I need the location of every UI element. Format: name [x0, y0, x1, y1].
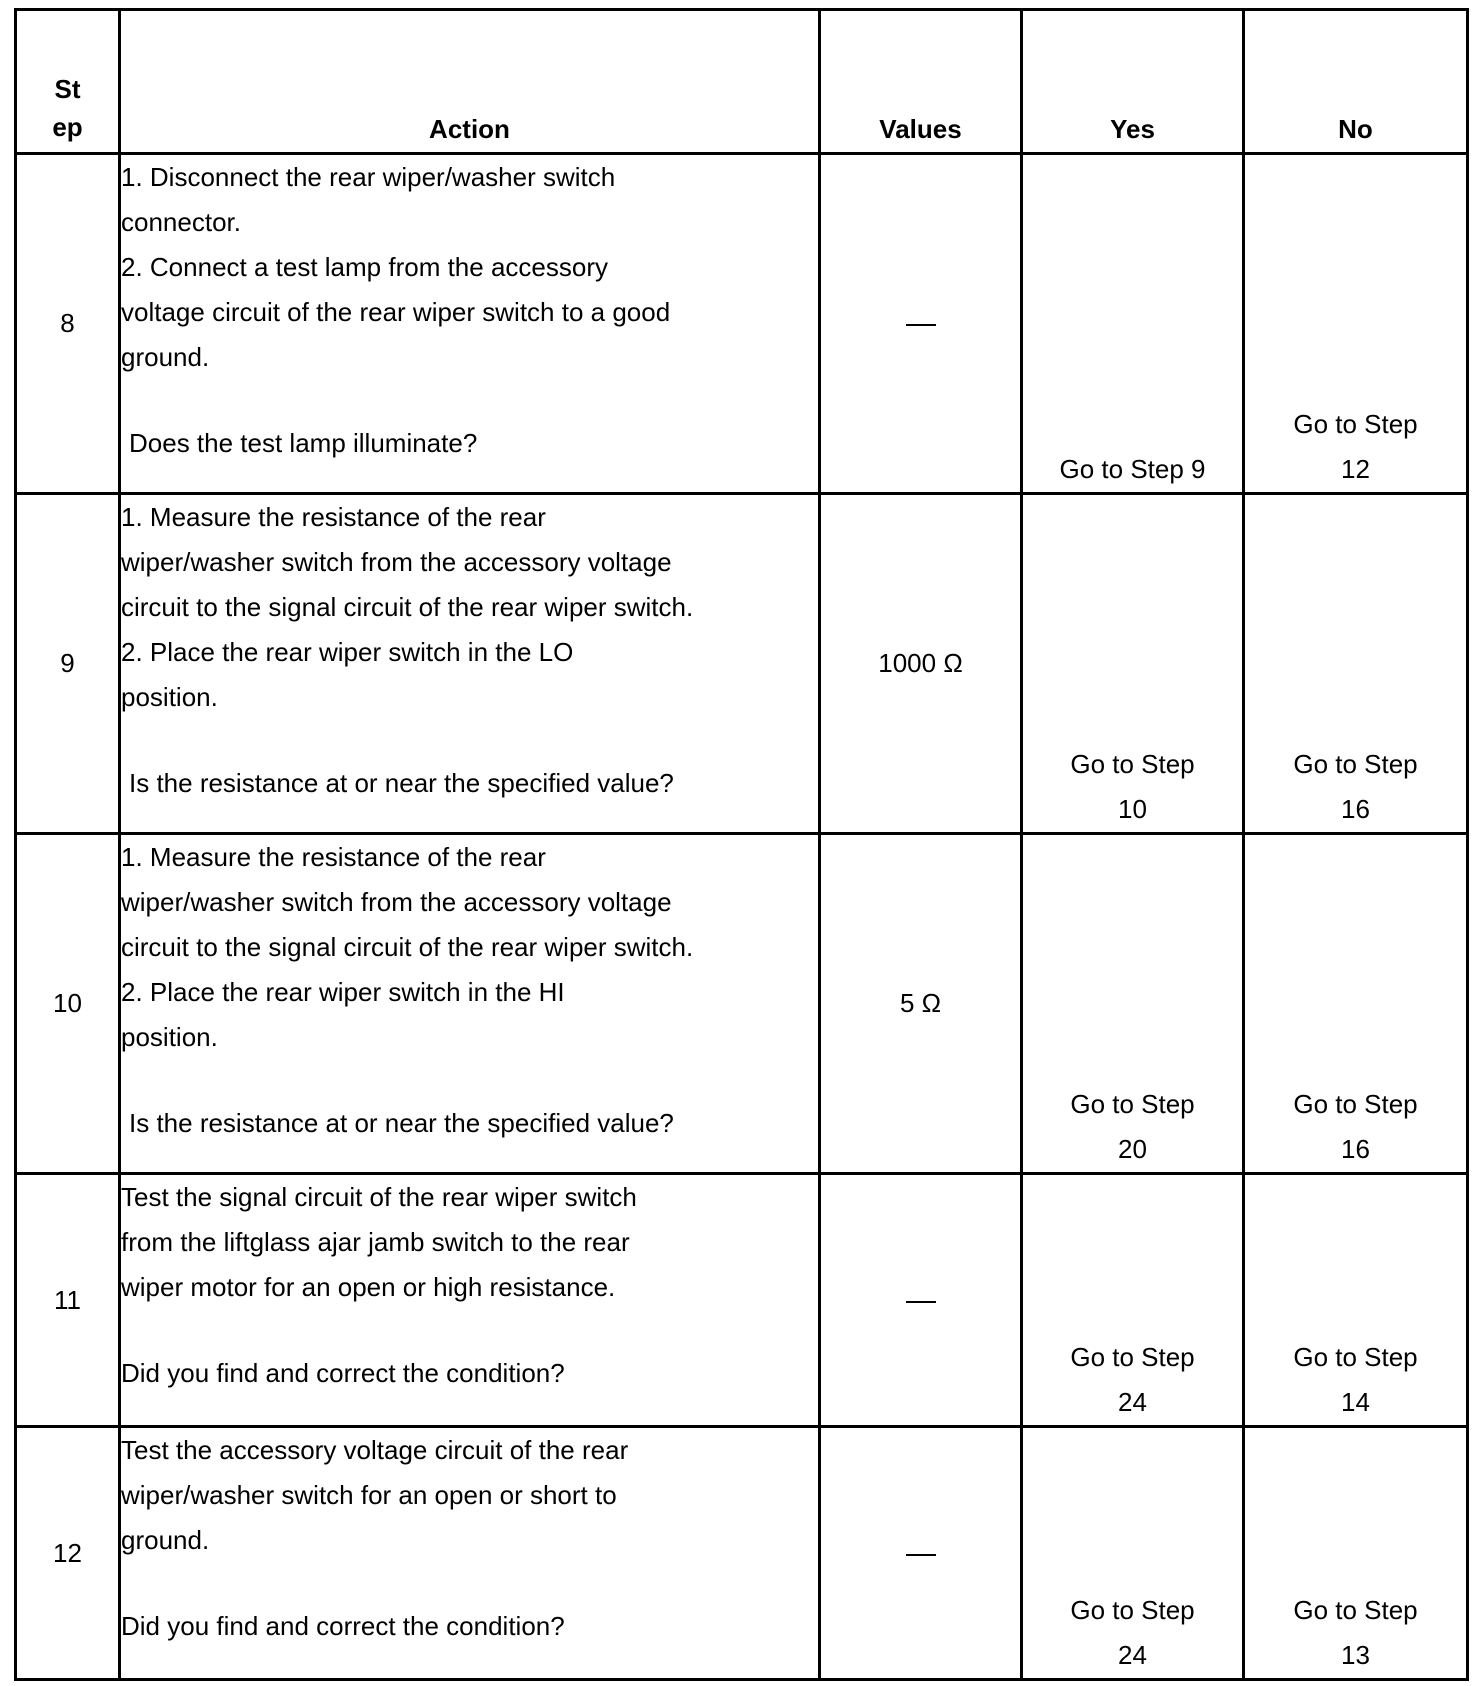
action-line: wiper/washer switch from the accessory voltage: [121, 887, 672, 917]
action-line: 2. Place the rear wiper switch in the HI: [121, 977, 565, 1007]
no-target: Go to Step: [1293, 1342, 1418, 1372]
no-target-step: 16: [1341, 794, 1370, 824]
yes-cell: [1022, 1174, 1244, 1427]
yes-target: Go to Step: [1070, 1089, 1195, 1119]
action-line: position.: [121, 682, 218, 712]
step-number: 10: [16, 834, 120, 1174]
no-target: Go to Step: [1293, 1595, 1418, 1625]
step-number: 9: [16, 494, 120, 834]
no-cell: [1244, 494, 1468, 834]
action-question: Did you find and correct the condition?: [121, 1358, 565, 1388]
dash-mark: [906, 1301, 936, 1303]
yes-cell: [1022, 494, 1244, 834]
header-no: No: [1244, 10, 1468, 154]
action-line: 2. Connect a test lamp from the accessory: [121, 252, 608, 282]
action-line: 1. Measure the resistance of the rear: [121, 502, 546, 532]
action-cell: [120, 834, 820, 1174]
action-line: from the liftglass ajar jamb switch to the rear: [121, 1227, 630, 1257]
header-values: Values: [820, 10, 1022, 154]
header-yes: Yes: [1022, 10, 1244, 154]
header-row: [16, 10, 1468, 154]
action-line: 2. Place the rear wiper switch in the LO: [121, 637, 574, 667]
no-cell: [1244, 154, 1468, 494]
step-number: 8: [16, 154, 120, 494]
action-question: Is the resistance at or near the specified value?: [129, 768, 674, 798]
action-line: wiper/washer switch from the accessory voltage: [121, 547, 672, 577]
action-line: connector.: [121, 207, 241, 237]
no-cell: [1244, 1174, 1468, 1427]
action-line: 1. Disconnect the rear wiper/washer switch: [121, 162, 616, 192]
value-cell: 1000 Ω: [820, 494, 1022, 834]
yes-cell: [1022, 154, 1244, 494]
action-line: circuit to the signal circuit of the rear wiper switch.: [121, 592, 694, 622]
value-cell: [820, 1427, 1022, 1680]
yes-target: Go to Step: [1070, 1342, 1195, 1372]
no-cell: [1244, 1427, 1468, 1680]
table-row: [16, 1174, 1468, 1427]
yes-target: Go to Step: [1070, 1595, 1195, 1625]
yes-target: Go to Step 9: [1059, 454, 1206, 484]
no-target-step: 14: [1341, 1387, 1370, 1417]
value-cell: [820, 1174, 1022, 1427]
dash-mark: [906, 1554, 936, 1556]
action-line: Test the accessory voltage circuit of the rear: [121, 1435, 629, 1465]
no-cell: [1244, 834, 1468, 1174]
action-question: Does the test lamp illuminate?: [129, 428, 478, 458]
table-row: [16, 494, 1468, 834]
yes-cell: [1022, 834, 1244, 1174]
step-number: 11: [16, 1174, 120, 1427]
header-step: St ep: [16, 10, 120, 154]
table-row: [16, 1427, 1468, 1680]
action-question: Did you find and correct the condition?: [121, 1611, 565, 1641]
table-row: [16, 154, 1468, 494]
action-line: circuit to the signal circuit of the rear wiper switch.: [121, 932, 694, 962]
dash-mark: [906, 324, 936, 326]
no-target: Go to Step: [1293, 749, 1418, 779]
action-line: Test the signal circuit of the rear wiper switch: [121, 1182, 637, 1212]
action-line: position.: [121, 1022, 218, 1052]
yes-target-step: 20: [1118, 1134, 1147, 1164]
action-line: ground.: [121, 1525, 210, 1555]
value-cell: [820, 154, 1022, 494]
table-row: [16, 834, 1468, 1174]
yes-target-step: 24: [1118, 1640, 1147, 1670]
no-target-step: 12: [1341, 454, 1370, 484]
yes-target-step: 24: [1118, 1387, 1147, 1417]
no-target: Go to Step: [1293, 1089, 1418, 1119]
action-line: ground.: [121, 342, 210, 372]
action-line: wiper/washer switch for an open or short to: [121, 1480, 617, 1510]
step-number: 12: [16, 1427, 120, 1680]
action-question: Is the resistance at or near the specified value?: [129, 1108, 674, 1138]
action-cell: [120, 1174, 820, 1427]
yes-target-step: 10: [1118, 794, 1147, 824]
yes-target: Go to Step: [1070, 749, 1195, 779]
no-target: Go to Step: [1293, 409, 1418, 439]
no-target-step: 16: [1341, 1134, 1370, 1164]
diagnostic-table: [14, 8, 1469, 1681]
action-cell: [120, 494, 820, 834]
yes-cell: [1022, 1427, 1244, 1680]
action-line: voltage circuit of the rear wiper switch to a good: [121, 297, 671, 327]
action-cell: [120, 154, 820, 494]
action-line: 1. Measure the resistance of the rear: [121, 842, 546, 872]
value-cell: 5 Ω: [820, 834, 1022, 1174]
no-target-step: 13: [1341, 1640, 1370, 1670]
header-action: Action: [120, 10, 820, 154]
action-line: wiper motor for an open or high resistance.: [121, 1272, 616, 1302]
action-cell: [120, 1427, 820, 1680]
